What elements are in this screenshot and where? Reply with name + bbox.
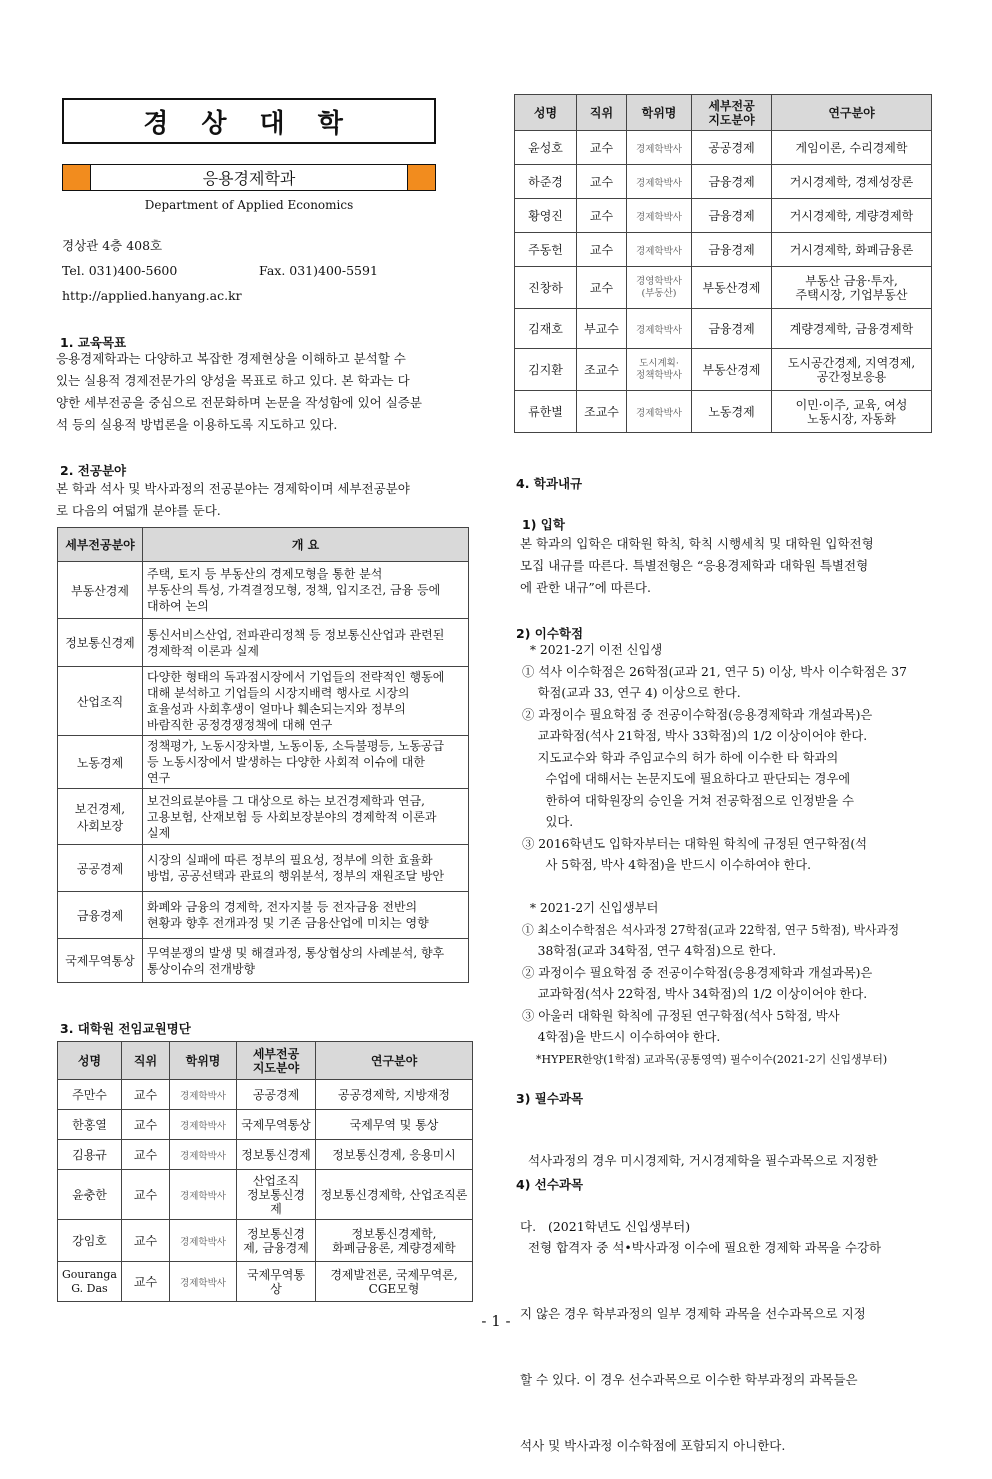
- website-link[interactable]: http://applied.hanyang.ac.kr: [62, 288, 242, 303]
- department-title: 응용경제학과: [202, 169, 296, 188]
- text-line: 응용경제학과는 다양하고 복잡한 경제현상을 이해하고 분석할 수: [56, 351, 406, 366]
- faculty-degree: 경제학박사: [627, 309, 692, 349]
- table-row: [58, 892, 469, 939]
- section-title-department-rules: 4. 학과내규: [516, 476, 583, 491]
- column-header: 세부전공분야: [58, 528, 143, 562]
- table-row: [58, 1220, 473, 1262]
- table-row: [58, 562, 469, 619]
- text-line: 본 학과의 입학은 대학원 학칙, 학칙 시행세칙 및 대학원 입학전형: [520, 536, 874, 551]
- banner-right-cap: [407, 165, 435, 190]
- column-header: 연구분야: [316, 1042, 473, 1080]
- section-title-faculty: 3. 대학원 전임교원명단: [60, 1021, 191, 1036]
- table-row: [58, 1080, 473, 1110]
- text-line: 있다.: [522, 815, 574, 829]
- field-name: 부동산경제: [58, 562, 143, 619]
- field-description: 통신서비스산업, 전파관리정책 등 정보통신산업과 관련된 경제학적 이론과 실제: [143, 619, 469, 667]
- subsection-title-credits: 2) 이수학점: [516, 626, 584, 641]
- prerequisite-courses-text: [520, 1193, 936, 1479]
- text-line: 모집 내규를 따른다. 특별전형은 “응용경제학과 대학원 특별전형: [520, 558, 869, 573]
- text-line: [522, 877, 938, 899]
- text-line: 사 5학점, 박사 4학점)을 반드시 이수하여야 한다.: [522, 858, 811, 872]
- field-name: 공공경제: [58, 845, 143, 892]
- column-header: 직위: [577, 95, 627, 131]
- table-row: [58, 789, 469, 845]
- faculty-major: 산업조직 정보통신경 제: [237, 1170, 316, 1220]
- text-line: 본 학과 석사 및 박사과정의 전공분야는 경제학이며 세부전공분야: [56, 481, 410, 496]
- faculty-major: 부동산경제: [692, 267, 772, 309]
- credits-text: [522, 640, 938, 1070]
- faculty-rank: 부교수: [577, 309, 627, 349]
- faculty-major: 국제무역통상: [237, 1110, 316, 1140]
- text-line: 4학점)을 반드시 이수하여야 한다.: [522, 1030, 721, 1044]
- faculty-name: 류한별: [515, 391, 577, 433]
- field-description: 보건의료분야를 그 대상으로 하는 보건경제학과 연금, 고용보험, 산재보험 등 사회보장분야의 경제학적 이론과 실제: [143, 789, 469, 845]
- field-name: 보건경제, 사회보장: [58, 789, 143, 845]
- text-line: 다. (2021학년도 신입생부터): [520, 1219, 691, 1234]
- field-description: 주택, 토지 등 부동산의 경제모형을 통한 분석 부동산의 특성, 가격결정모형, 정책, 입지조건, 금융 등에 대하여 논의: [143, 562, 469, 619]
- faculty-rank: 조교수: [577, 349, 627, 391]
- table-row: [515, 267, 932, 309]
- faculty-degree: 경제학박사: [170, 1170, 237, 1220]
- table-row: [58, 736, 469, 789]
- faculty-major: 금융경제: [692, 199, 772, 233]
- text-line: * 2021-2기 이전 신입생: [522, 643, 663, 657]
- text-line: 교과학점(석사 22학점, 박사 34학점)의 1/2 이상이어야 한다.: [522, 987, 868, 1001]
- faculty-major: 국제무역통 상: [237, 1262, 316, 1302]
- page-number: - 1 -: [481, 1312, 511, 1330]
- faculty-degree: 경제학박사: [170, 1080, 237, 1110]
- faculty-name: 윤충한: [58, 1170, 122, 1220]
- section-title-major-fields: 2. 전공분야: [60, 463, 127, 478]
- table-row: [515, 391, 932, 433]
- faculty-degree: 경제학박사: [627, 165, 692, 199]
- table-row: [58, 1110, 473, 1140]
- faculty-name: 주동헌: [515, 233, 577, 267]
- college-title: 경 상 대 학: [62, 98, 436, 144]
- faculty-degree: 경제학박사: [627, 131, 692, 165]
- field-name: 노동경제: [58, 736, 143, 789]
- text-line: 로 다음의 여덟개 분야를 둔다.: [56, 503, 221, 518]
- faculty-rank: 교수: [122, 1080, 170, 1110]
- faculty-name: 황영진: [515, 199, 577, 233]
- table-row: [58, 845, 469, 892]
- faculty-research: 국제무역 및 통상: [316, 1110, 473, 1140]
- text-line: 있는 실용적 경제전문가의 양성을 목표로 하고 있다. 본 학과는 다: [56, 373, 410, 388]
- column-header: 세부전공 지도분야: [692, 95, 772, 131]
- faculty-research: 정보통신경제학, 산업조직론: [316, 1170, 473, 1220]
- faculty-name: Gouranga G. Das: [58, 1262, 122, 1302]
- faculty-rank: 교수: [122, 1140, 170, 1170]
- field-description: 다양한 형태의 독과점시장에서 기업들의 전략적인 행동에 대해 분석하고 기업들의 시장지배력 행사로 시장의 효율성과 사회후생이 얼마나 훼손되는지와 정부의 바람직한 공정경쟁정책에 대해 연구: [143, 667, 469, 736]
- faculty-research: 정보통신경제학, 화폐금융론, 계량경제학: [316, 1220, 473, 1262]
- faculty-rank: 교수: [577, 199, 627, 233]
- section-title-education-goal: 1. 교육목표: [60, 335, 127, 350]
- faculty-research: 부동산 금융·투자, 주택시장, 기업부동산: [772, 267, 932, 309]
- text-line: ② 과정이수 필요학점 중 전공이수학점(응용경제학과 개설과목)은: [522, 707, 873, 722]
- faculty-research: 경제발전론, 국제무역론, CGE모형: [316, 1262, 473, 1302]
- faculty-name: 한홍열: [58, 1110, 122, 1140]
- table-row: [515, 233, 932, 267]
- text-line: 석 등의 실용적 방법론을 이용하도록 지도하고 있다.: [56, 417, 338, 432]
- faculty-major: 금융경제: [692, 165, 772, 199]
- department-banner: [62, 164, 436, 191]
- faculty-major: 금융경제: [692, 309, 772, 349]
- subsection-title-admission: 1) 입학: [522, 517, 565, 532]
- faculty-degree: 경제학박사: [170, 1262, 237, 1302]
- table-row: [58, 1140, 473, 1170]
- text-line: 할 수 있다. 이 경우 선수과목으로 이수한 학부과정의 과목들은: [520, 1372, 858, 1387]
- faculty-research: 계량경제학, 금융경제학: [772, 309, 932, 349]
- faculty-rank: 교수: [122, 1170, 170, 1220]
- faculty-degree: 경제학박사: [170, 1110, 237, 1140]
- column-header: 직위: [122, 1042, 170, 1080]
- faculty-rank: 조교수: [577, 391, 627, 433]
- text-line: 양한 세부전공을 중심으로 전문화하며 논문을 작성함에 있어 실증분: [56, 395, 422, 410]
- faculty-research: 이민·이주, 교육, 여성 노동시장, 자동화: [772, 391, 932, 433]
- field-description: 정책평가, 노동시장차별, 노동이동, 소득불평등, 노동공급 등 노동시장에서 발생하는 다양한 사회적 이슈에 대한 연구: [143, 736, 469, 789]
- faculty-table-right: [514, 94, 932, 433]
- faculty-research: 거시경제학, 화폐금융론: [772, 233, 932, 267]
- text-line: 지 않은 경우 학부과정의 일부 경제학 과목을 선수과목으로 지정: [520, 1306, 866, 1321]
- major-fields-table: [57, 527, 469, 983]
- text-line: *HYPER한양(1학점) 교과목(공통영역) 필수이수(2021-2기 신입생부터): [522, 1052, 888, 1066]
- faculty-rank: 교수: [122, 1220, 170, 1262]
- faculty-research: 거시경제학, 계량경제학: [772, 199, 932, 233]
- table-row: [515, 309, 932, 349]
- admission-text: [520, 533, 936, 599]
- faculty-rank: 교수: [577, 131, 627, 165]
- subsection-title-required-courses: 3) 필수과목: [516, 1091, 584, 1106]
- column-header: 학위명: [170, 1042, 237, 1080]
- text-line: ② 과정이수 필요학점 중 전공이수학점(응용경제학과 개설과목)은: [522, 965, 873, 980]
- field-name: 국제무역통상: [58, 939, 143, 983]
- faculty-major: 정보통신경 제, 금융경제: [237, 1220, 316, 1262]
- text-line: ③ 2016학년도 입학자부터는 대학원 학칙에 규정된 연구학점(석: [522, 836, 868, 851]
- text-line: ① 최소이수학점은 석사과정 27학점(교과 22학점, 연구 5학점), 박사과정: [522, 922, 900, 937]
- field-description: 화폐와 금융의 경제학, 전자지불 등 전자금융 전반의 현황과 향후 전개과정 및 기존 금융산업에 미치는 영향: [143, 892, 469, 939]
- text-line: 38학점(교과 34학점, 연구 4학점)으로 한다.: [522, 944, 777, 958]
- text-line: 에 관한 내규”에 따른다.: [520, 580, 651, 595]
- text-line: 학점(교과 33, 연구 4) 이상으로 한다.: [522, 686, 741, 700]
- faculty-degree: 도시계획· 정책학박사: [627, 349, 692, 391]
- table-row: [58, 667, 469, 736]
- text-line: 석사과정의 경우 미시경제학, 거시경제학을 필수과목으로 지정한: [520, 1153, 878, 1168]
- table-row: [515, 131, 932, 165]
- table-row: [58, 1170, 473, 1220]
- faculty-name: 하준경: [515, 165, 577, 199]
- faculty-major: 노동경제: [692, 391, 772, 433]
- subsection-title-prerequisite-courses: 4) 선수과목: [516, 1177, 584, 1192]
- faculty-name: 주만수: [58, 1080, 122, 1110]
- faculty-name: 김지환: [515, 349, 577, 391]
- faculty-degree: 경제학박사: [627, 199, 692, 233]
- banner-left-cap: [63, 165, 91, 190]
- text-line: 전형 합격자 중 석•박사과정 이수에 필요한 경제학 과목을 수강하: [520, 1240, 882, 1255]
- faculty-rank: 교수: [577, 165, 627, 199]
- major-fields-intro: [56, 478, 476, 522]
- table-row: [515, 165, 932, 199]
- faculty-major: 정보통신경제: [237, 1140, 316, 1170]
- faculty-degree: 경제학박사: [627, 233, 692, 267]
- fax: Fax. 031)400-5591: [259, 263, 378, 278]
- field-name: 산업조직: [58, 667, 143, 736]
- column-header: 개 요: [143, 528, 469, 562]
- faculty-rank: 교수: [122, 1262, 170, 1302]
- column-header: 연구분야: [772, 95, 932, 131]
- table-row: [58, 1262, 473, 1302]
- text-line: 지도교수와 학과 주임교수의 허가 하에 이수한 타 학과의: [522, 750, 839, 765]
- faculty-research: 거시경제학, 경제성장론: [772, 165, 932, 199]
- column-header: 세부전공 지도분야: [237, 1042, 316, 1080]
- field-name: 금융경제: [58, 892, 143, 939]
- faculty-degree: 경제학박사: [627, 391, 692, 433]
- faculty-research: 정보통신경제, 응용미시: [316, 1140, 473, 1170]
- column-header: 성명: [58, 1042, 122, 1080]
- faculty-name: 윤성호: [515, 131, 577, 165]
- faculty-name: 진창하: [515, 267, 577, 309]
- department-english-title: Department of Applied Economics: [144, 198, 354, 212]
- table-row: [515, 349, 932, 391]
- text-line: * 2021-2기 신입생부터: [522, 901, 659, 915]
- table-row: [515, 199, 932, 233]
- field-description: 무역분쟁의 발생 및 해결과정, 통상협상의 사례분석, 향후 통상이슈의 전개방향: [143, 939, 469, 983]
- text-line: ③ 아울러 대학원 학칙에 규정된 연구학점(석사 5학점, 박사: [522, 1008, 840, 1023]
- faculty-degree: 경영학박사 (부동산): [627, 267, 692, 309]
- faculty-name: 강임호: [58, 1220, 122, 1262]
- column-header: 성명: [515, 95, 577, 131]
- faculty-degree: 경제학박사: [170, 1140, 237, 1170]
- faculty-rank: 교수: [577, 233, 627, 267]
- table-row: [58, 939, 469, 983]
- faculty-rank: 교수: [122, 1110, 170, 1140]
- faculty-research: 게임이론, 수리경제학: [772, 131, 932, 165]
- faculty-research: 도시공간경제, 지역경제, 공간정보응용: [772, 349, 932, 391]
- text-line: 석사 및 박사과정 이수학점에 포함되지 아니한다.: [520, 1438, 786, 1453]
- column-header: 학위명: [627, 95, 692, 131]
- text-line: ① 석사 이수학점은 26학점(교과 21, 연구 5) 이상, 박사 이수학점은 37: [522, 664, 907, 679]
- faculty-table-left: [57, 1041, 473, 1302]
- table-row: [58, 619, 469, 667]
- faculty-major: 금융경제: [692, 233, 772, 267]
- field-name: 정보통신경제: [58, 619, 143, 667]
- faculty-major: 부동산경제: [692, 349, 772, 391]
- text-line: 교과학점(석사 21학점, 박사 33학점)의 1/2 이상이어야 한다.: [522, 729, 868, 743]
- faculty-degree: 경제학박사: [170, 1220, 237, 1262]
- telephone: Tel. 031)400-5600: [62, 263, 178, 278]
- text-line: 수업에 대해서는 논문지도에 필요하다고 판단되는 경우에: [522, 772, 851, 786]
- address: 경상관 4층 408호: [62, 238, 163, 253]
- education-goal-text: [56, 348, 476, 436]
- text-line: 한하여 대학원장의 승인을 거쳐 전공학점으로 인정받을 수: [522, 793, 854, 808]
- faculty-name: 김재호: [515, 309, 577, 349]
- faculty-research: 공공경제학, 지방재정: [316, 1080, 473, 1110]
- field-description: 시장의 실패에 따른 정부의 필요성, 정부에 의한 효율화 방법, 공공선택과 관료의 행위분석, 정부의 재원조달 방안: [143, 845, 469, 892]
- faculty-rank: 교수: [577, 267, 627, 309]
- faculty-name: 김용규: [58, 1140, 122, 1170]
- faculty-major: 공공경제: [692, 131, 772, 165]
- faculty-major: 공공경제: [237, 1080, 316, 1110]
